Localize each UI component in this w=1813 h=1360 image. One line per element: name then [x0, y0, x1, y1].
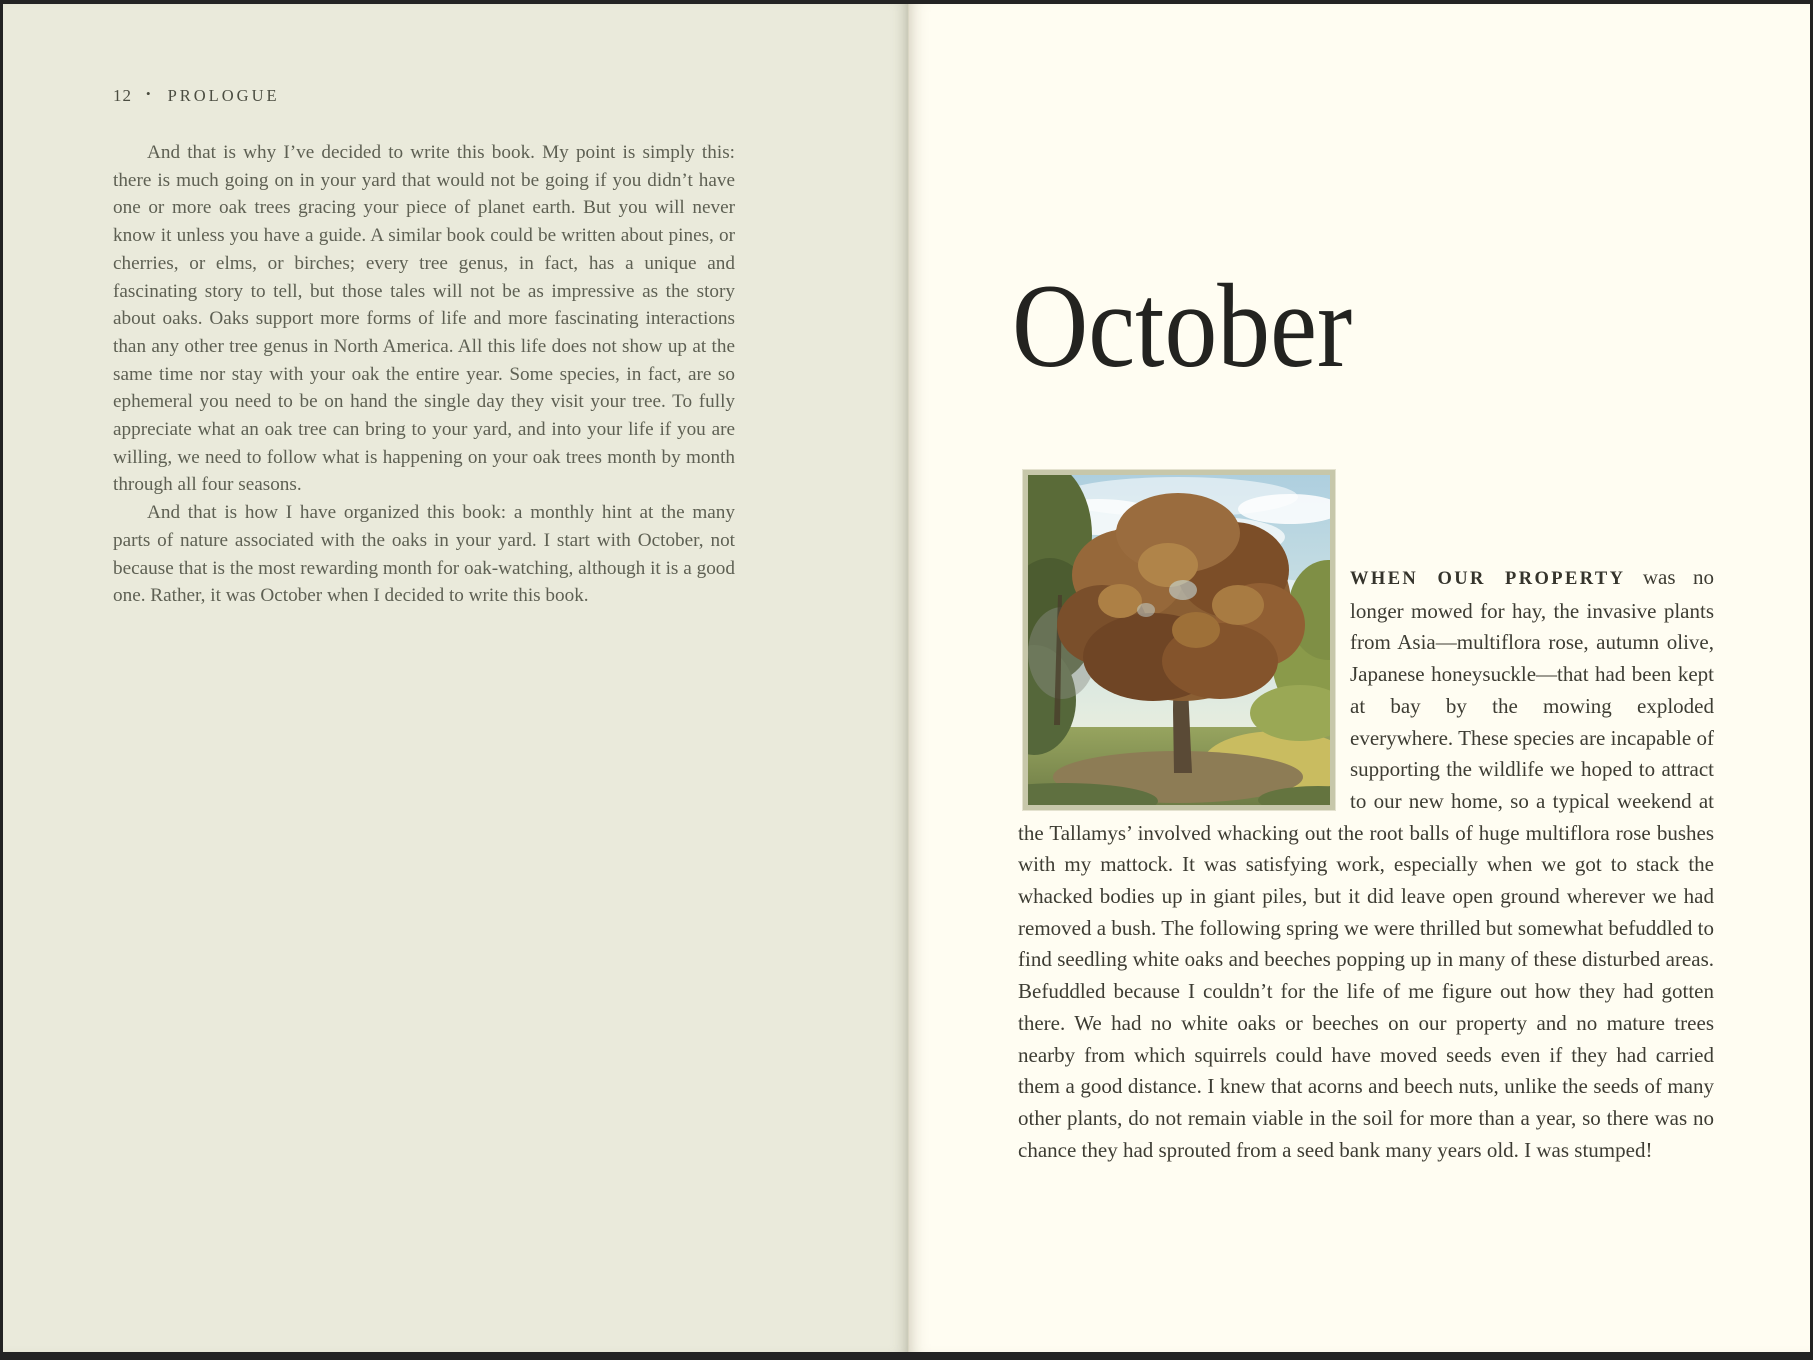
prologue-paragraph-2: And that is how I have organized this book: a monthly hint at the many parts of nature associated with the oaks in your yard. I start with October, not because that is the most rewarding month for oak-watching, although it is a good one. Rather, it was October when I decided to write this book.: [113, 502, 735, 607]
chapter-title: October: [1012, 259, 1353, 392]
right-page: [908, 4, 1810, 1352]
oak-tree-illustration: [1028, 475, 1330, 805]
header-bullet: •: [146, 86, 154, 101]
opening-small-caps: WHEN OUR PROPERTY: [1350, 569, 1626, 589]
oak-tree-photo: [1023, 470, 1335, 810]
running-header: [113, 86, 908, 106]
page-number: 12: [113, 86, 132, 105]
prologue-text-block: [113, 139, 735, 610]
left-page: [3, 4, 908, 1352]
opening-paragraph-text: was no longer mowed for hay, the invasive plants from Asia—multiflora rose, autumn olive, Japanese honeysuckle—that had been kept at bay by the mowing exploded everywhere. These species are incapable of supporting the wildlife we hoped to attract to our new home, so a typical weekend at the Tallamys’ involved whacking out the root balls of huge multiflora rose bushes with my mattock. It was satisfying work, especially when we got to stack the whacked bodies up in giant piles, but it did leave open ground wherever we had removed a bush. The following spring we were thrilled but somewhat befuddled to find seedling white oaks and beeches popping up in many of these disturbed areas. Befuddled because I couldn’t for the life of me figure out how they had gotten there. We had no white oaks or beeches on our property and no mature trees nearby from which squirrels could have moved seeds even if they had carried them a good distance. I knew that acorns and beech nuts, unlike the seeds of many other plants, do not remain viable in the soil for more than a year, so there was no chance they had sprouted from a seed bank many years old. I was stumped!: [1018, 565, 1714, 1162]
section-title: PROLOGUE: [167, 86, 280, 105]
prologue-paragraph-1: And that is why I’ve decided to write this book. My point is simply this: there is much going on in your yard that would not be going if you didn’t have one or more oak trees gracing your piece of planet earth. But you will never know it unless you have a guide. A similar book could be written about pines, or cherries, or elms, or birches; every tree genus, in fact, has a unique and fascinating story to tell, but those tales will not be as impressive as the story about oaks. Oaks support more forms of life and more fascinating interactions than any other tree genus in North America. All this life does not show up at the same time nor stay with your oak the entire year. Some species, in fact, are so ephemeral you need to be on hand the single day they visit your tree. To fully appreciate what an oak tree can bring to your yard, and into your life if you are willing, we need to follow what is happening on your oak trees month by month through all four seasons.: [113, 142, 735, 496]
book-spread: [3, 4, 1810, 1352]
